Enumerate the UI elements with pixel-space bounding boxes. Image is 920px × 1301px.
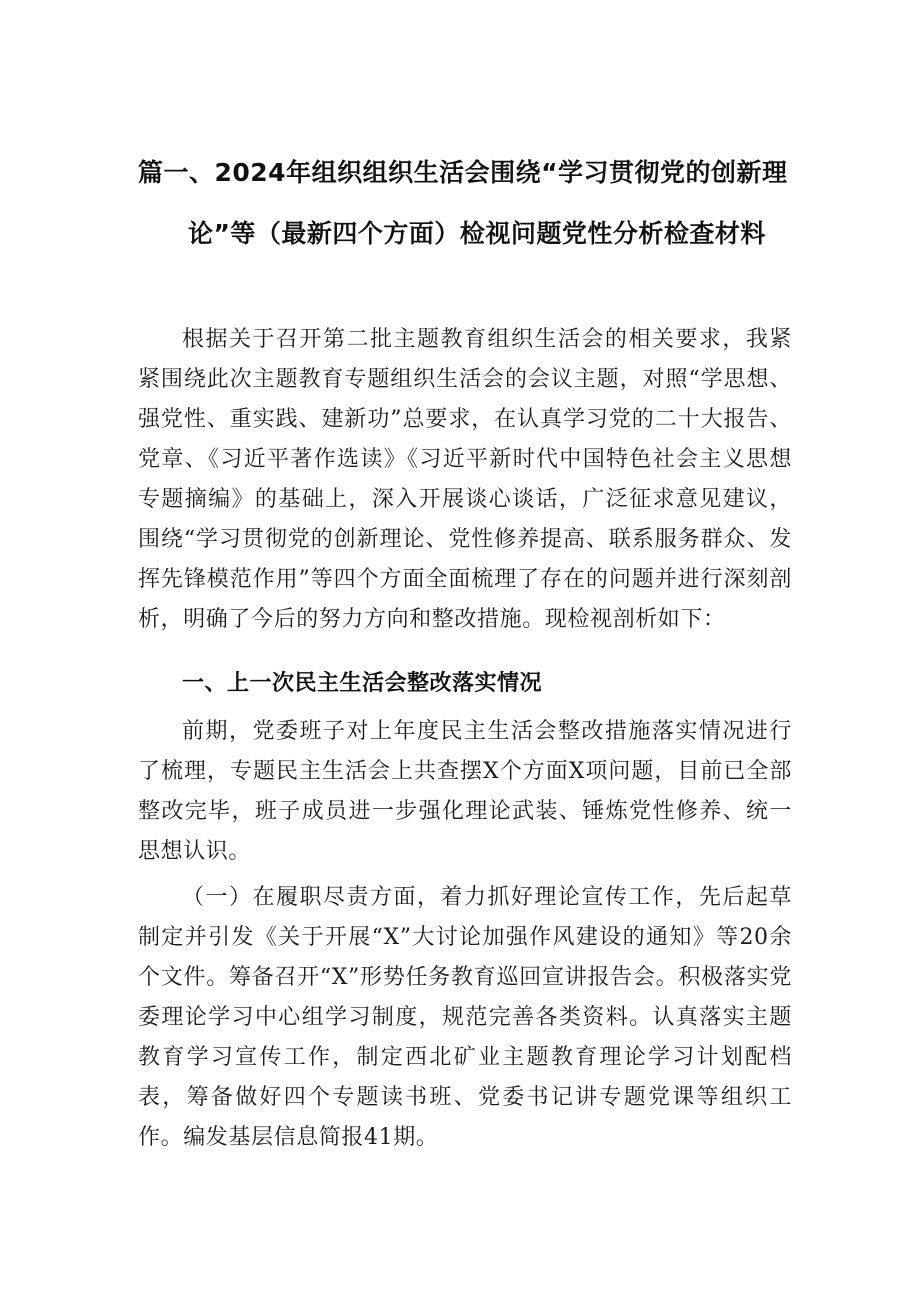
section1-paragraph: 前期，党委班子对上年度民主生活会整改措施落实情况进行了梳理，专题民主生活会上共查摆X个方面X项问题，目前已全部整改完毕，班子成员进一步强化理论武装、锤炼党性修养、统一思想认识。	[138, 719, 792, 864]
subsection1-paragraph: （一）在履职尽责方面，着力抓好理论宣传工作，先后起草制定并引发《关于开展“X”大讨论加强作风建设的通知》等20余个文件。筹备召开“X”形势任务教育巡回宣讲报告会。积极落实党委理论学习中心组学习制度，规范完善各类资料。认真落实主题教育学习宣传工作，制定西北矿业主题教育理论学习计划配档表，筹备做好四个专题读书班、党委书记讲专题党课等组织工作。编发基层信息简报41期。	[138, 885, 792, 1150]
intro-paragraph: 根据关于召开第二批主题教育组织生活会的相关要求，我紧紧围绕此次主题教育专题组织生活会的会议主题，对照“学思想、强党性、重实践、建新功”总要求，在认真学习党的二十大报告、党章、《习近平著作选读》《习近平新时代中国特色社会主义思想专题摘编》的基础上，深入开展谈心谈话，广泛征求意见建议，围绕“学习贯彻党的创新理论、党性修养提高、联系服务群众、发挥先锋模范作用”等四个方面全面梳理了存在的问题并进行深刻剖析，明确了今后的努力方向和整改措施。现检视剖析如下：	[138, 327, 792, 632]
section1-paragraph-block	[138, 712, 792, 872]
document-title-line-1: 篇一、2024年组织组织生活会围绕“学习贯彻党的创新理	[138, 158, 788, 187]
document-title-line-2: 论”等（最新四个方面）检视问题党性分析检查材料	[188, 219, 766, 248]
section-heading-1: 一、上一次民主生活会整改落实情况	[182, 671, 543, 696]
subsection1-paragraph-block	[138, 878, 792, 1158]
intro-paragraph-block	[138, 320, 792, 640]
